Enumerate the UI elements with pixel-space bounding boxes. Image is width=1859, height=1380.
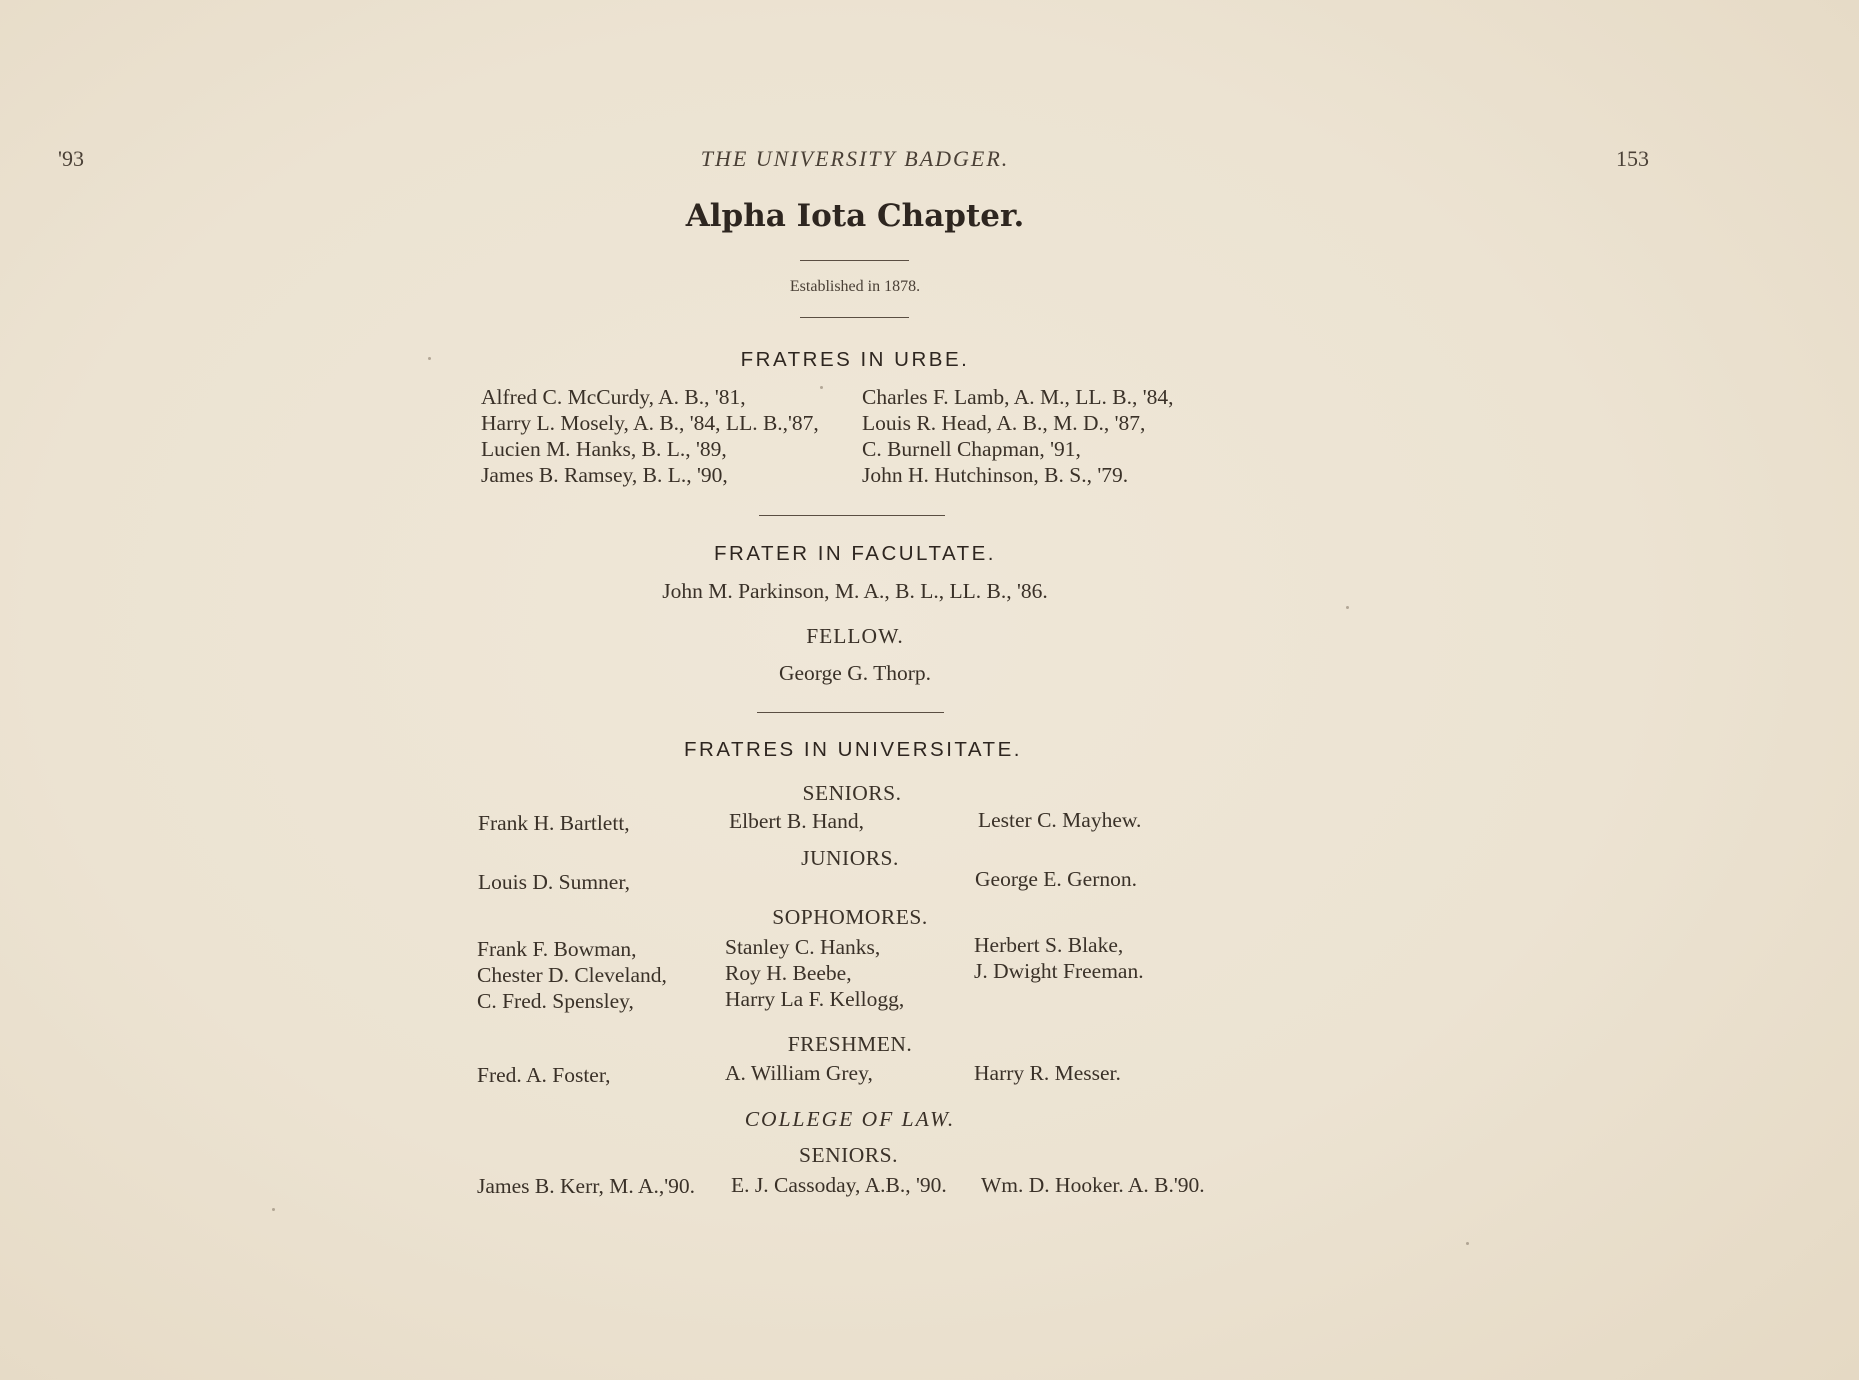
page-number: 153 [1616, 146, 1649, 171]
member-name: J. Dwight Freeman. [974, 959, 1144, 983]
class-label-freshmen: FRESHMEN. [787, 1032, 913, 1056]
fellow-heading: FELLOW. [806, 624, 904, 648]
member-name: Frank F. Bowman, [477, 937, 637, 961]
member-name: Harry L. Mosely, A. B., '84, LL. B.,'87, [481, 411, 819, 435]
member-name: Stanley C. Hanks, [725, 935, 881, 959]
member-name: Lester C. Mayhew. [978, 808, 1142, 832]
member-name: C. Fred. Spensley, [477, 989, 634, 1013]
paper-speck [1466, 1242, 1469, 1245]
class-label-juniors: JUNIORS. [801, 846, 899, 870]
faculty-member-name: John M. Parkinson, M. A., B. L., LL. B., '86. [662, 579, 1048, 603]
paper-speck [820, 386, 823, 389]
college-of-law-heading: COLLEGE OF LAW. [744, 1107, 956, 1131]
member-name: Lucien M. Hanks, B. L., '89, [481, 437, 727, 461]
fratres-in-urbe-heading: FRATRES IN URBE. [740, 348, 970, 371]
member-name: Fred. A. Foster, [477, 1063, 611, 1087]
member-name: C. Burnell Chapman, '91, [862, 437, 1081, 461]
member-name: Alfred C. McCurdy, A. B., '81, [481, 385, 746, 409]
divider [759, 515, 945, 516]
class-label-sophomores: SOPHOMORES. [772, 905, 928, 929]
member-name: George E. Gernon. [975, 867, 1137, 891]
running-title: THE UNIVERSITY BADGER. [700, 146, 1010, 171]
divider [757, 712, 944, 713]
frater-in-facultate-heading: FRATER IN FACULTATE. [714, 542, 996, 565]
member-name: Louis R. Head, A. B., M. D., '87, [862, 411, 1146, 435]
member-name: James B. Kerr, M. A.,'90. [477, 1174, 695, 1198]
fellow-name: George G. Thorp. [778, 661, 932, 685]
member-name: John H. Hutchinson, B. S., '79. [862, 463, 1129, 487]
member-name: Roy H. Beebe, [725, 961, 852, 985]
sophomores-col-3 [974, 932, 1144, 984]
member-name: E. J. Cassoday, A.B., '90. [731, 1173, 947, 1197]
urbe-right-column [862, 384, 1174, 488]
member-name: Frank H. Bartlett, [478, 811, 630, 835]
sophomores-col-2 [725, 934, 904, 1012]
member-name: Harry R. Messer. [974, 1061, 1121, 1085]
fratres-in-universitate-heading: FRATRES IN UNIVERSITATE. [684, 738, 1022, 761]
member-name: Charles F. Lamb, A. M., LL. B., '84, [862, 385, 1174, 409]
member-name: Harry La F. Kellogg, [725, 987, 905, 1011]
member-name: Louis D. Sumner, [478, 870, 631, 894]
established-note: Established in 1878. [789, 278, 921, 295]
sophomores-col-1 [477, 936, 667, 1014]
paper-speck [1346, 606, 1349, 609]
divider [800, 260, 909, 261]
urbe-left-column [481, 384, 819, 488]
member-name: Chester D. Cleveland, [477, 963, 667, 987]
member-name: Elbert B. Hand, [729, 809, 864, 833]
paper-speck [428, 357, 431, 360]
page-header-volume: '93 [58, 146, 84, 171]
class-label-seniors: SENIORS. [802, 781, 902, 805]
paper-speck [272, 1208, 275, 1211]
member-name: James B. Ramsey, B. L., '90, [481, 463, 728, 487]
chapter-title: Alpha Iota Chapter. [685, 198, 1025, 234]
member-name: Herbert S. Blake, [974, 933, 1124, 957]
member-name: Wm. D. Hooker. A. B.'90. [981, 1173, 1205, 1197]
divider [800, 317, 909, 318]
class-label-law-seniors: SENIORS. [799, 1143, 898, 1167]
member-name: A. William Grey, [725, 1061, 873, 1085]
